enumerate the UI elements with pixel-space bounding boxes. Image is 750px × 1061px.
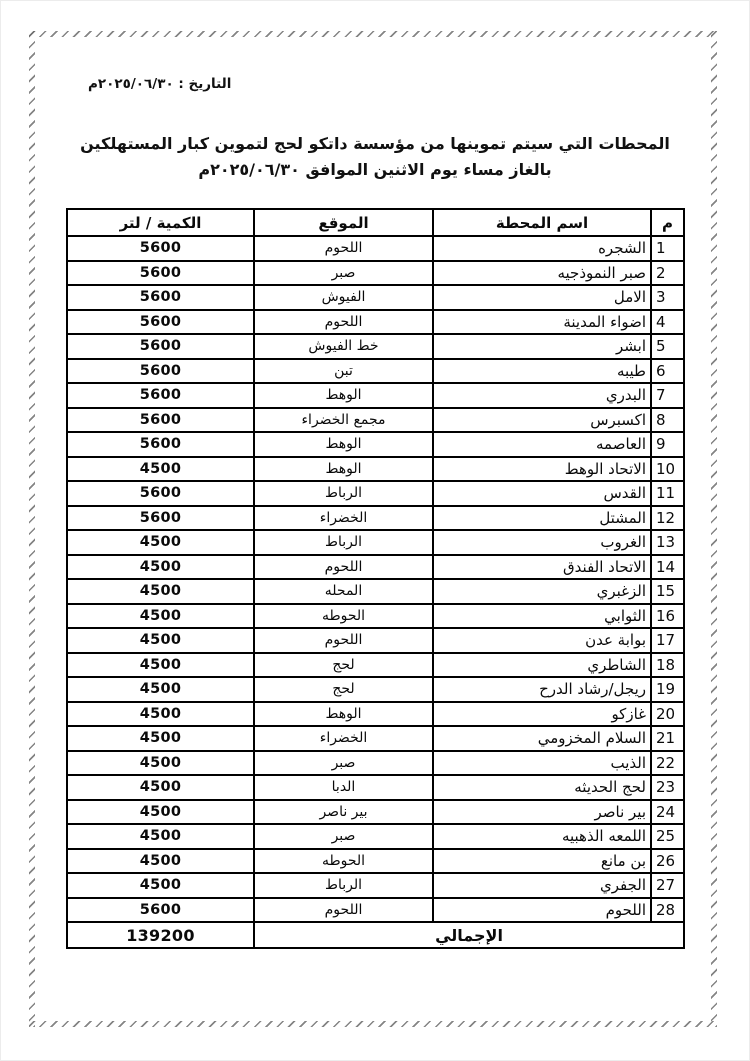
row-quantity: 4500 (67, 653, 254, 678)
border-edge-left (29, 31, 35, 1027)
row-index: 6 (651, 359, 684, 384)
table-row (67, 285, 684, 310)
table-row (67, 530, 684, 555)
row-location: مجمع الخضراء (254, 408, 433, 433)
header-quantity-liters: الكمية / لتر (67, 209, 254, 236)
table-row (67, 628, 684, 653)
document-title-line2: بالغاز مساء يوم الاثنين الموافق ٢٠٢٥/٠٦/٣٠م (198, 160, 552, 179)
row-station: صبر النموذجيه (433, 261, 651, 286)
row-station: غازكو (433, 702, 651, 727)
row-location: الرباط (254, 530, 433, 555)
row-index: 13 (651, 530, 684, 555)
station-table-body (67, 236, 684, 922)
row-index: 20 (651, 702, 684, 727)
row-station: اضواء المدينة (433, 310, 651, 335)
row-station: اللحوم (433, 898, 651, 923)
table-row (67, 432, 684, 457)
table-row (67, 898, 684, 923)
row-location: الدبا (254, 775, 433, 800)
total-label: الإجمالي (254, 922, 684, 948)
table-row (67, 653, 684, 678)
row-quantity: 4500 (67, 677, 254, 702)
row-quantity: 5600 (67, 285, 254, 310)
row-index: 17 (651, 628, 684, 653)
row-quantity: 5600 (67, 334, 254, 359)
row-quantity: 5600 (67, 481, 254, 506)
table-row (67, 579, 684, 604)
table-row (67, 824, 684, 849)
row-index: 8 (651, 408, 684, 433)
row-index: 2 (651, 261, 684, 286)
table-row (67, 726, 684, 751)
header-location: الموقع (254, 209, 433, 236)
row-index: 21 (651, 726, 684, 751)
row-location: الوهط (254, 457, 433, 482)
row-location: الوهط (254, 432, 433, 457)
table-row (67, 751, 684, 776)
row-quantity: 5600 (67, 506, 254, 531)
row-station: اكسبرس (433, 408, 651, 433)
table-row (67, 849, 684, 874)
row-index: 5 (651, 334, 684, 359)
row-index: 9 (651, 432, 684, 457)
document-title (60, 131, 690, 183)
row-location: صبر (254, 824, 433, 849)
row-location: تبن (254, 359, 433, 384)
row-index: 16 (651, 604, 684, 629)
row-index: 27 (651, 873, 684, 898)
border-edge-top (29, 31, 717, 37)
table-row (67, 800, 684, 825)
row-index: 3 (651, 285, 684, 310)
table-row (67, 555, 684, 580)
row-quantity: 5600 (67, 898, 254, 923)
row-station: الغروب (433, 530, 651, 555)
row-location: لحج (254, 653, 433, 678)
row-quantity: 4500 (67, 726, 254, 751)
row-quantity: 4500 (67, 873, 254, 898)
row-index: 11 (651, 481, 684, 506)
row-station: الشاطري (433, 653, 651, 678)
row-station: العاصمه (433, 432, 651, 457)
row-station: الزغبري (433, 579, 651, 604)
row-location: الحوطه (254, 849, 433, 874)
row-quantity: 4500 (67, 702, 254, 727)
row-location: المحله (254, 579, 433, 604)
row-quantity: 4500 (67, 824, 254, 849)
row-station: السلام المخزومي (433, 726, 651, 751)
row-station: بير ناصر (433, 800, 651, 825)
row-index: 14 (651, 555, 684, 580)
header-station-name: اسم المحطة (433, 209, 651, 236)
row-location: الحوطه (254, 604, 433, 629)
row-station: اللمعه الذهبيه (433, 824, 651, 849)
row-location: خط الفيوش (254, 334, 433, 359)
header-index: م (651, 209, 684, 236)
row-quantity: 4500 (67, 775, 254, 800)
row-station: القدس (433, 481, 651, 506)
row-quantity: 4500 (67, 800, 254, 825)
row-location: الوهط (254, 702, 433, 727)
row-station: الجفري (433, 873, 651, 898)
row-index: 12 (651, 506, 684, 531)
row-station: بن مانع (433, 849, 651, 874)
row-station: طيبه (433, 359, 651, 384)
row-index: 15 (651, 579, 684, 604)
row-quantity: 5600 (67, 432, 254, 457)
row-quantity: 4500 (67, 555, 254, 580)
row-station: لحج الحديثه (433, 775, 651, 800)
table-row (67, 702, 684, 727)
row-location: اللحوم (254, 236, 433, 261)
row-station: الاتحاد الفندق (433, 555, 651, 580)
row-station: بوابة عدن (433, 628, 651, 653)
row-station: ابشر (433, 334, 651, 359)
row-index: 19 (651, 677, 684, 702)
row-quantity: 5600 (67, 236, 254, 261)
row-station: الاتحاد الوهط (433, 457, 651, 482)
row-quantity: 4500 (67, 457, 254, 482)
row-quantity: 4500 (67, 579, 254, 604)
stations-table (66, 208, 685, 949)
table-row (67, 604, 684, 629)
row-location: صبر (254, 261, 433, 286)
row-quantity: 4500 (67, 849, 254, 874)
border-edge-right (711, 31, 717, 1027)
row-index: 10 (651, 457, 684, 482)
document-title-line1: المحطات التي سيتم تموينها من مؤسسة داتكو لحج لتموين كبار المستهلكين (80, 134, 670, 153)
row-station: الذيب (433, 751, 651, 776)
table-row (67, 334, 684, 359)
row-index: 7 (651, 383, 684, 408)
row-quantity: 4500 (67, 530, 254, 555)
row-quantity: 5600 (67, 310, 254, 335)
document-date: التاريخ : ٢٠٢٥/٠٦/٣٠م (88, 76, 232, 92)
table-row (67, 310, 684, 335)
row-location: الخضراء (254, 726, 433, 751)
row-location: الرباط (254, 873, 433, 898)
row-quantity: 4500 (67, 628, 254, 653)
table-row (67, 481, 684, 506)
row-index: 25 (651, 824, 684, 849)
row-location: الخضراء (254, 506, 433, 531)
row-quantity: 5600 (67, 261, 254, 286)
table-row (67, 261, 684, 286)
row-location: صبر (254, 751, 433, 776)
table-row (67, 677, 684, 702)
table-header-row (67, 209, 684, 236)
row-quantity: 4500 (67, 751, 254, 776)
row-station: ريجل/رشاد الدرح (433, 677, 651, 702)
row-location: اللحوم (254, 310, 433, 335)
row-location: الفيوش (254, 285, 433, 310)
row-location: اللحوم (254, 555, 433, 580)
row-index: 24 (651, 800, 684, 825)
table-row (67, 506, 684, 531)
row-index: 23 (651, 775, 684, 800)
row-index: 1 (651, 236, 684, 261)
table-total-row (67, 922, 684, 948)
row-quantity: 5600 (67, 383, 254, 408)
row-index: 26 (651, 849, 684, 874)
row-quantity: 5600 (67, 408, 254, 433)
row-index: 22 (651, 751, 684, 776)
row-quantity: 4500 (67, 604, 254, 629)
border-edge-bottom (29, 1021, 717, 1027)
row-index: 28 (651, 898, 684, 923)
row-quantity: 5600 (67, 359, 254, 384)
row-location: بير ناصر (254, 800, 433, 825)
row-station: المشتل (433, 506, 651, 531)
row-station: الامل (433, 285, 651, 310)
row-location: الرباط (254, 481, 433, 506)
row-index: 18 (651, 653, 684, 678)
row-location: الوهط (254, 383, 433, 408)
row-location: لحج (254, 677, 433, 702)
table-row (67, 775, 684, 800)
total-value: 139200 (67, 922, 254, 948)
table-row (67, 457, 684, 482)
row-location: اللحوم (254, 628, 433, 653)
row-station: الشجره (433, 236, 651, 261)
table-row (67, 383, 684, 408)
table-row (67, 359, 684, 384)
table-row (67, 873, 684, 898)
row-location: اللحوم (254, 898, 433, 923)
table-row (67, 236, 684, 261)
row-station: الثوابي (433, 604, 651, 629)
table-row (67, 408, 684, 433)
row-station: البدري (433, 383, 651, 408)
row-index: 4 (651, 310, 684, 335)
